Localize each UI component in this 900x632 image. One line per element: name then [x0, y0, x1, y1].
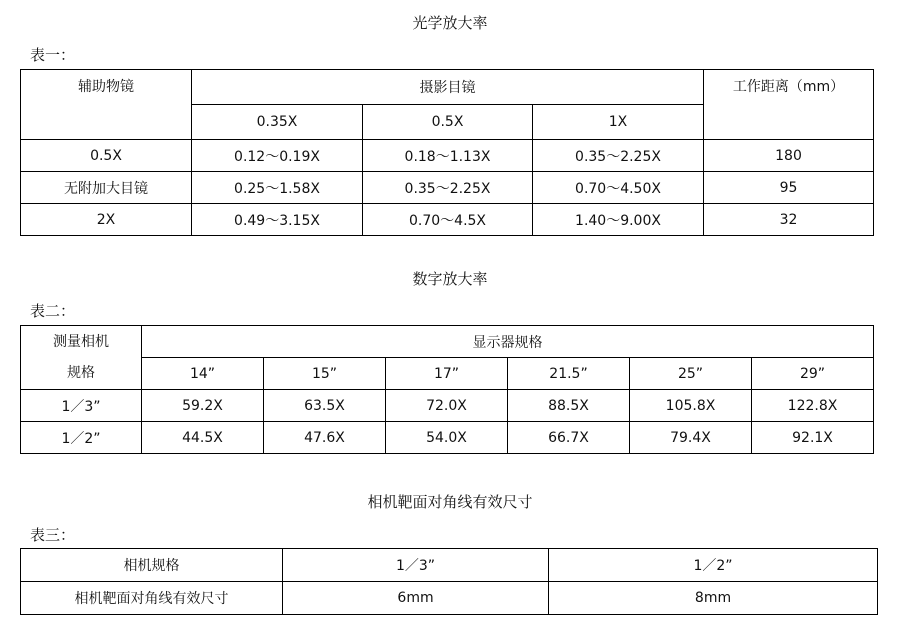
table1-label: 表一： [30, 46, 76, 64]
table-row [21, 390, 874, 422]
table-cell: 0.35～2.25X [363, 172, 533, 204]
subheader-cell: 15” [264, 358, 386, 390]
table3-label: 表三： [30, 526, 76, 544]
subheader-cell: 29” [752, 358, 874, 390]
table-row [21, 582, 878, 615]
table-cell: 79.4X [630, 422, 752, 454]
table-header-row [21, 549, 878, 582]
table-cell: 0.18～1.13X [363, 140, 533, 172]
header-cell: 1／2” [549, 549, 878, 582]
digital-magnification-table [20, 325, 874, 454]
table-cell: 95 [704, 172, 874, 204]
header-working-distance: 工作距离（mm） [704, 70, 874, 140]
table-cell: 66.7X [508, 422, 630, 454]
table-cell: 122.8X [752, 390, 874, 422]
subheader-cell: 14” [142, 358, 264, 390]
table2-label: 表二： [30, 302, 76, 320]
subheader-cell: 1X [533, 105, 704, 140]
table-cell: 1／2” [21, 422, 142, 454]
table-cell: 72.0X [386, 390, 508, 422]
table-cell: 0.49～3.15X [192, 204, 363, 236]
subheader-cell: 21.5” [508, 358, 630, 390]
table-cell: 0.12～0.19X [192, 140, 363, 172]
sensor-diagonal-table [20, 548, 878, 615]
table-cell: 92.1X [752, 422, 874, 454]
table-row [21, 172, 874, 204]
table-cell: 无附加大目镜 [21, 172, 192, 204]
table-cell: 0.5X [21, 140, 192, 172]
table-header-row [21, 70, 874, 105]
header-cell: 1／3” [283, 549, 549, 582]
table-cell: 0.35～2.25X [533, 140, 704, 172]
table-cell: 59.2X [142, 390, 264, 422]
header-photo-eyepiece: 摄影目镜 [192, 70, 704, 105]
header-camera-spec-line2: 规格 [67, 364, 95, 381]
table-cell: 0.70～4.50X [533, 172, 704, 204]
table-row [21, 204, 874, 236]
table-header-row [21, 326, 874, 358]
table-cell: 0.70～4.5X [363, 204, 533, 236]
subheader-cell: 17” [386, 358, 508, 390]
table-cell: 0.25～1.58X [192, 172, 363, 204]
header-camera-spec-line1: 测量相机 [53, 333, 109, 350]
subheader-cell: 0.35X [192, 105, 363, 140]
table-row [21, 422, 874, 454]
table3-heading: 相机靶面对角线有效尺寸 [367, 493, 533, 511]
table-cell: 63.5X [264, 390, 386, 422]
table-cell: 88.5X [508, 390, 630, 422]
table-cell: 1.40～9.00X [533, 204, 704, 236]
optical-magnification-table [20, 69, 874, 236]
table-row [21, 140, 874, 172]
subheader-cell: 0.5X [363, 105, 533, 140]
table-subheader-row [21, 358, 874, 390]
subheader-cell: 25” [630, 358, 752, 390]
header-camera-spec [21, 326, 142, 390]
table-cell: 2X [21, 204, 192, 236]
table-cell: 180 [704, 140, 874, 172]
table-cell: 6mm [283, 582, 549, 615]
header-cell: 相机规格 [21, 549, 283, 582]
table-cell: 44.5X [142, 422, 264, 454]
table-cell: 47.6X [264, 422, 386, 454]
header-aux-objective: 辅助物镜 [21, 70, 192, 140]
table-cell: 54.0X [386, 422, 508, 454]
table-cell: 105.8X [630, 390, 752, 422]
header-display-spec: 显示器规格 [142, 326, 874, 358]
table-cell: 8mm [549, 582, 878, 615]
table-cell: 相机靶面对角线有效尺寸 [21, 582, 283, 615]
table2-heading: 数字放大率 [412, 270, 488, 288]
table-cell: 1／3” [21, 390, 142, 422]
table-cell: 32 [704, 204, 874, 236]
table1-heading: 光学放大率 [412, 14, 488, 32]
